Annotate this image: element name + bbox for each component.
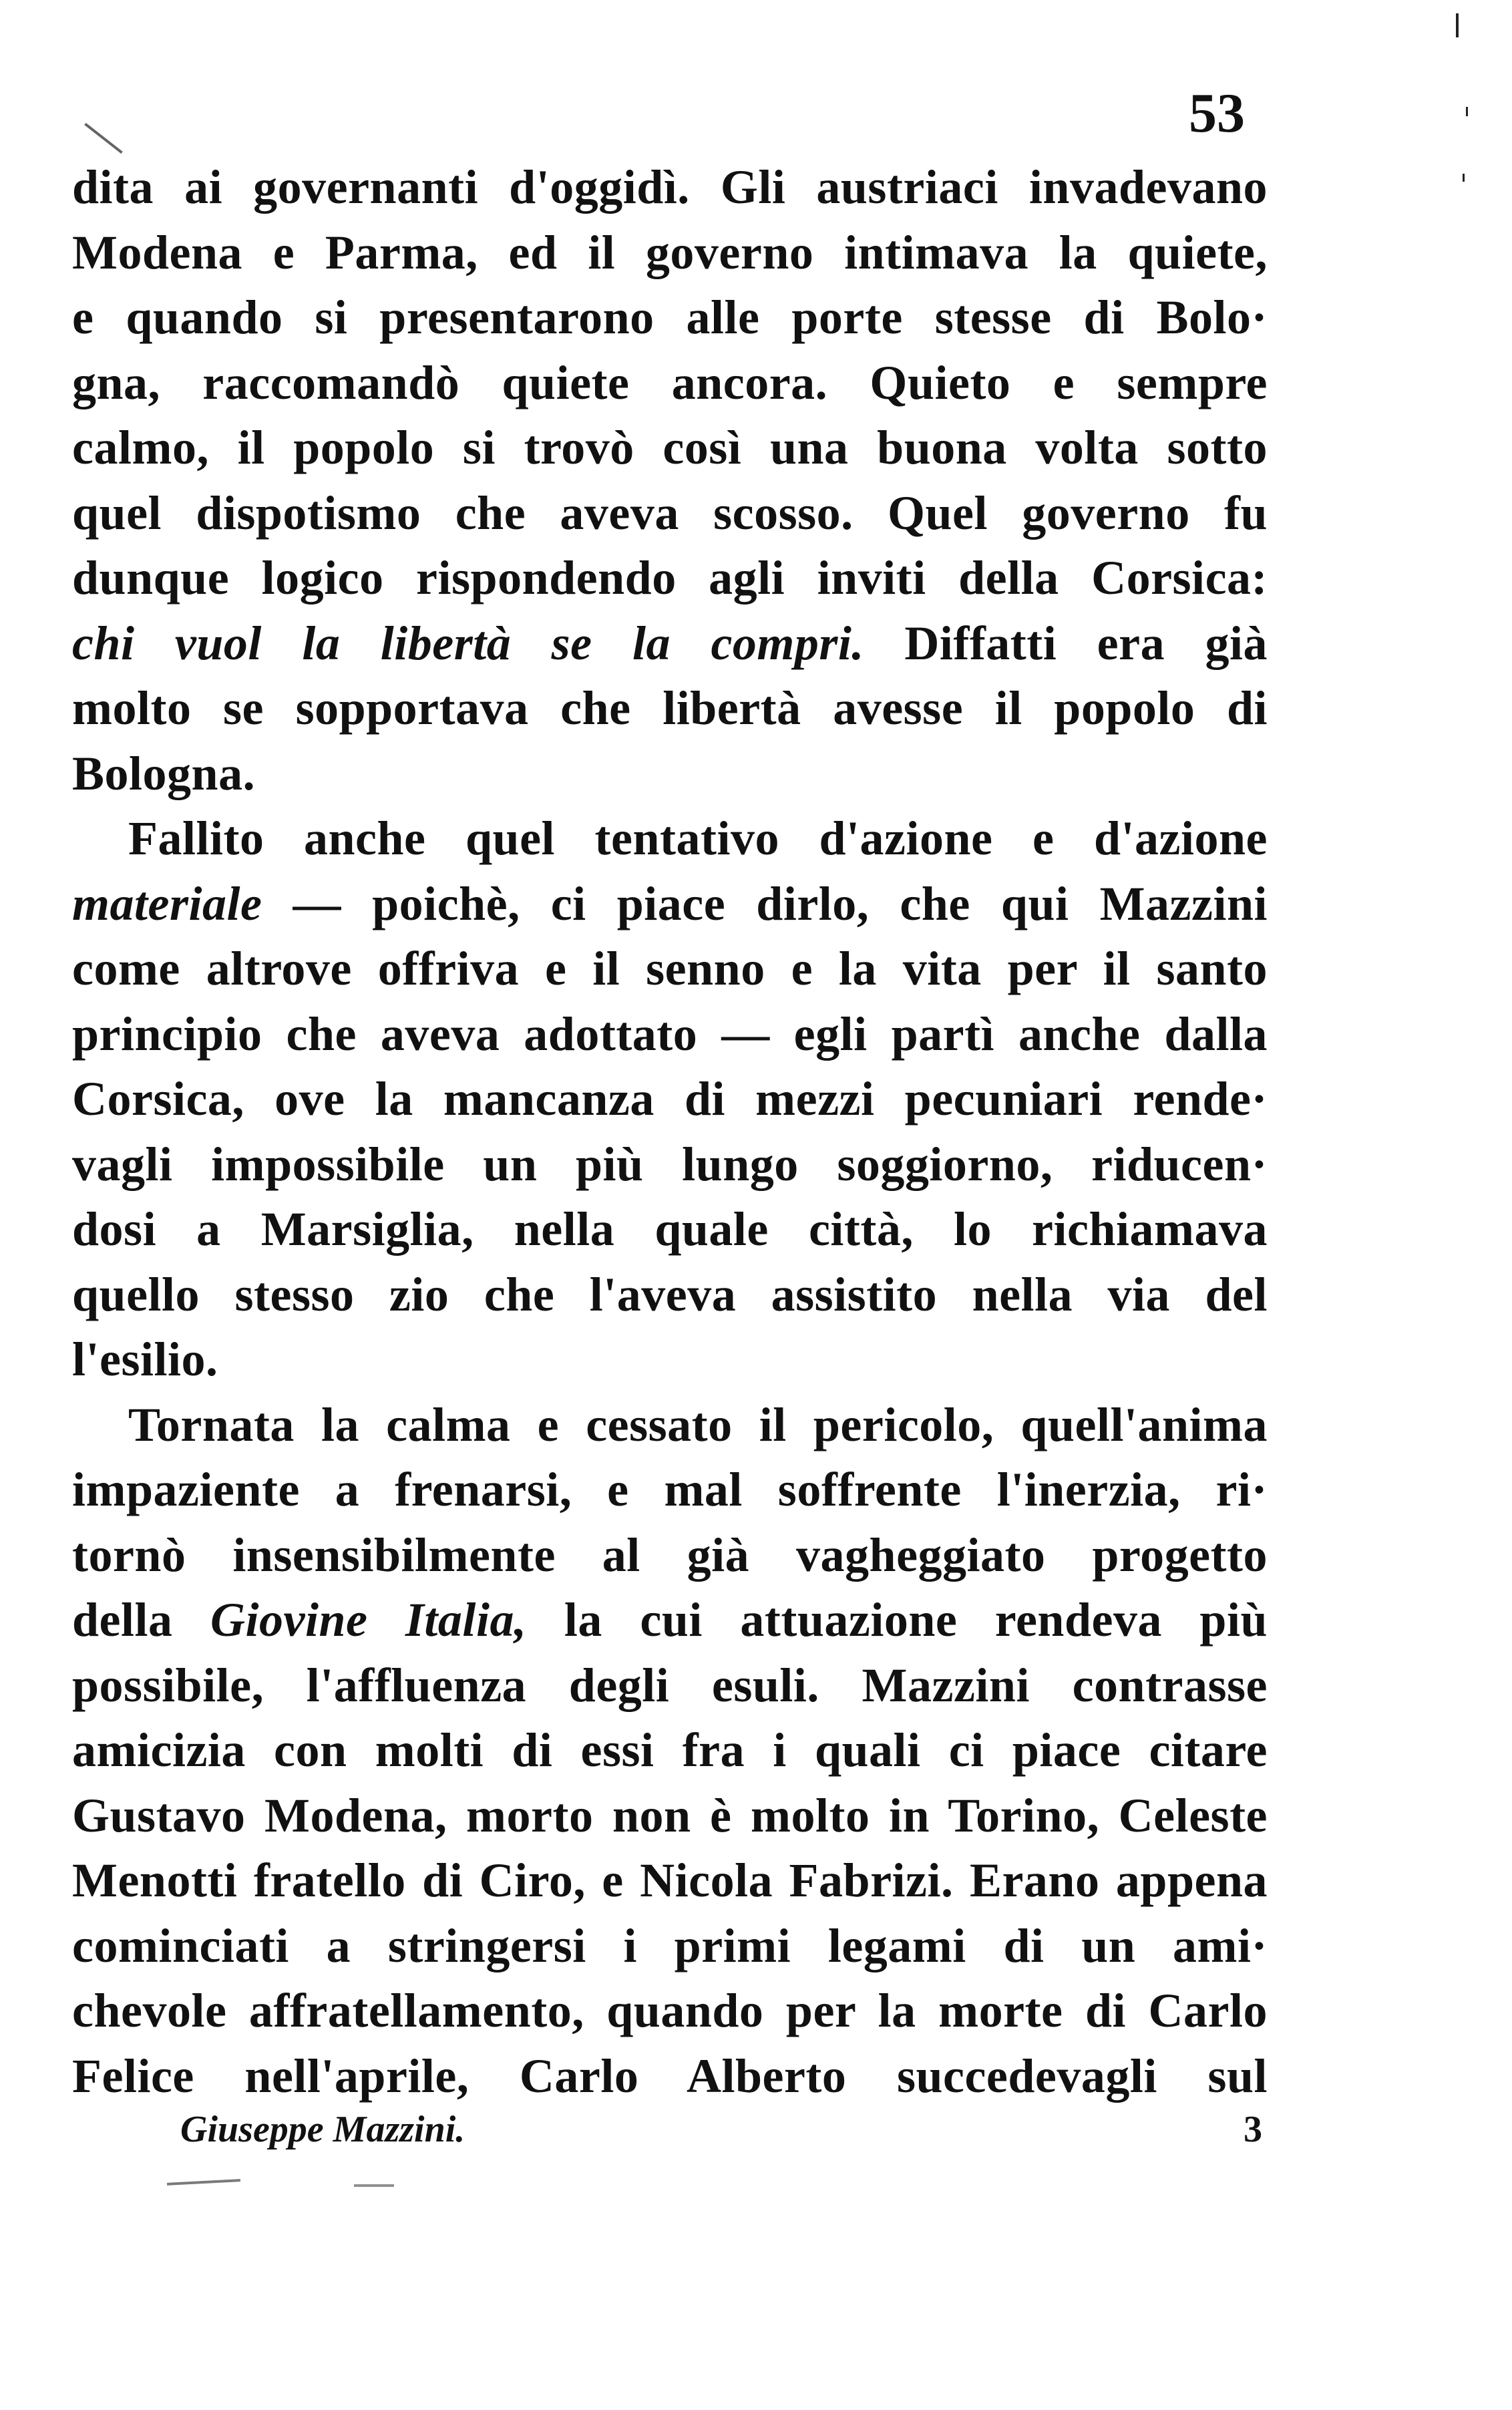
text-line [72,1783,1268,1849]
line-text: — poichè, ci piace dirlo, che qui Mazzini [262,876,1268,930]
text-line [72,1197,1268,1262]
scan-artifact [1463,174,1465,182]
line-text: Fallito anche quel tentativo d'azione e d'azione [128,812,1268,865]
line-text: come altrove offriva e il senno e la vita per il santo [72,942,1268,995]
line-text: Bologna. [72,746,256,800]
text-line [72,1588,1268,1653]
line-text: principio che aveva adottato — egli partì anche dalla [72,1007,1268,1061]
line-text: dita ai governanti d'oggidì. Gli austriaci invadevano [72,160,1268,214]
line-text: Tornata la calma e cessato il pericolo, quell'anima [128,1397,1268,1451]
line-text: impaziente a frenarsi, e mal soffrente l'inerzia, ri· [72,1463,1268,1516]
italic-phrase: Giovine Italia, [210,1593,527,1647]
text-line [72,351,1268,416]
text-line [72,872,1268,937]
line-text: gna, raccomandò quiete ancora. Quieto e sempre [72,355,1268,409]
line-text: dunque logico rispondendo agli inviti della Corsica: [72,551,1268,605]
page-number: 53 [1189,82,1245,144]
line-text: molto se sopportava che libertà avesse il popolo di [72,681,1268,735]
line-text: e quando si presentarono alle porte stesse di Bolo· [72,291,1268,344]
scan-artifact [1466,107,1468,116]
italic-phrase: materiale [72,876,262,930]
line-text: amicizia con molti di essi fra i quali ci piace citare [72,1723,1268,1777]
text-line [72,220,1268,286]
text-line [72,1848,1268,1914]
italic-phrase: chi vuol la libertà se la compri. [72,616,864,670]
text-line [72,741,1268,807]
text-line [72,1327,1268,1393]
text-line [72,1914,1268,1979]
line-text: dosi a Marsiglia, nella quale città, lo richiamava [72,1202,1268,1256]
text-line [72,155,1268,220]
text-line [72,1523,1268,1588]
line-text: l'esilio. [72,1333,218,1386]
line-text: cominciati a stringersi i primi legami di un ami· [72,1918,1268,1972]
line-text: quello stesso zio che l'aveva assistito nella via del [72,1267,1268,1321]
line-text: Gustavo Modena, morto non è molto in Torino, Celeste [72,1788,1268,1842]
text-line [72,1067,1268,1132]
line-text: Modena e Parma, ed il governo intimava la quiete, [72,225,1268,279]
line-text: possibile, l'affluenza degli esuli. Mazzini contrasse [72,1658,1268,1712]
text-line [72,611,1268,677]
page-footer [180,2111,1262,2148]
line-text: Menotti fratello di Ciro, e Nicola Fabrizi. Erano appena [72,1854,1268,1907]
text-line [72,285,1268,351]
text-line [72,415,1268,481]
text-line [72,1718,1268,1783]
text-line [72,806,1268,872]
text-line [72,1457,1268,1523]
text-line [72,1393,1268,1458]
text-line [72,1002,1268,1067]
line-text: Diffatti era già [864,616,1268,670]
scan-artifact [167,2179,240,2186]
line-text: la cui attuazione rendeva più [526,1593,1268,1647]
line-text: tornò insensibilmente al già vagheggiato progetto [72,1528,1268,1582]
footer-sheet-number: 3 [1244,2109,1262,2150]
line-text: calmo, il popolo si trovò così una buona volta sotto [72,421,1268,474]
line-text: Felice nell'aprile, Carlo Alberto succedevagli sul [72,2049,1268,2103]
text-line [72,1978,1268,2044]
footer-signature: Giuseppe Mazzini. [180,2109,465,2150]
line-prefix: della [72,1593,210,1647]
text-line [72,936,1268,1002]
line-text: vagli impossibile un più lungo soggiorno, riducen· [72,1137,1268,1191]
scan-artifact [1456,13,1459,37]
text-line [72,546,1268,611]
line-text: quel dispotismo che aveva scosso. Quel governo fu [72,486,1268,540]
text-line [72,481,1268,546]
text-line [72,676,1268,741]
text-line [72,2044,1268,2109]
text-line [72,1262,1268,1328]
line-text: Corsica, ove la mancanza di mezzi pecuniari rende· [72,1072,1268,1126]
text-line [72,1653,1268,1719]
scan-artifact [354,2184,394,2187]
line-text: chevole affratellamento, quando per la morte di Carlo [72,1984,1268,2037]
pen-mark [84,123,123,154]
text-line [72,1132,1268,1198]
body-text [72,155,1268,2109]
